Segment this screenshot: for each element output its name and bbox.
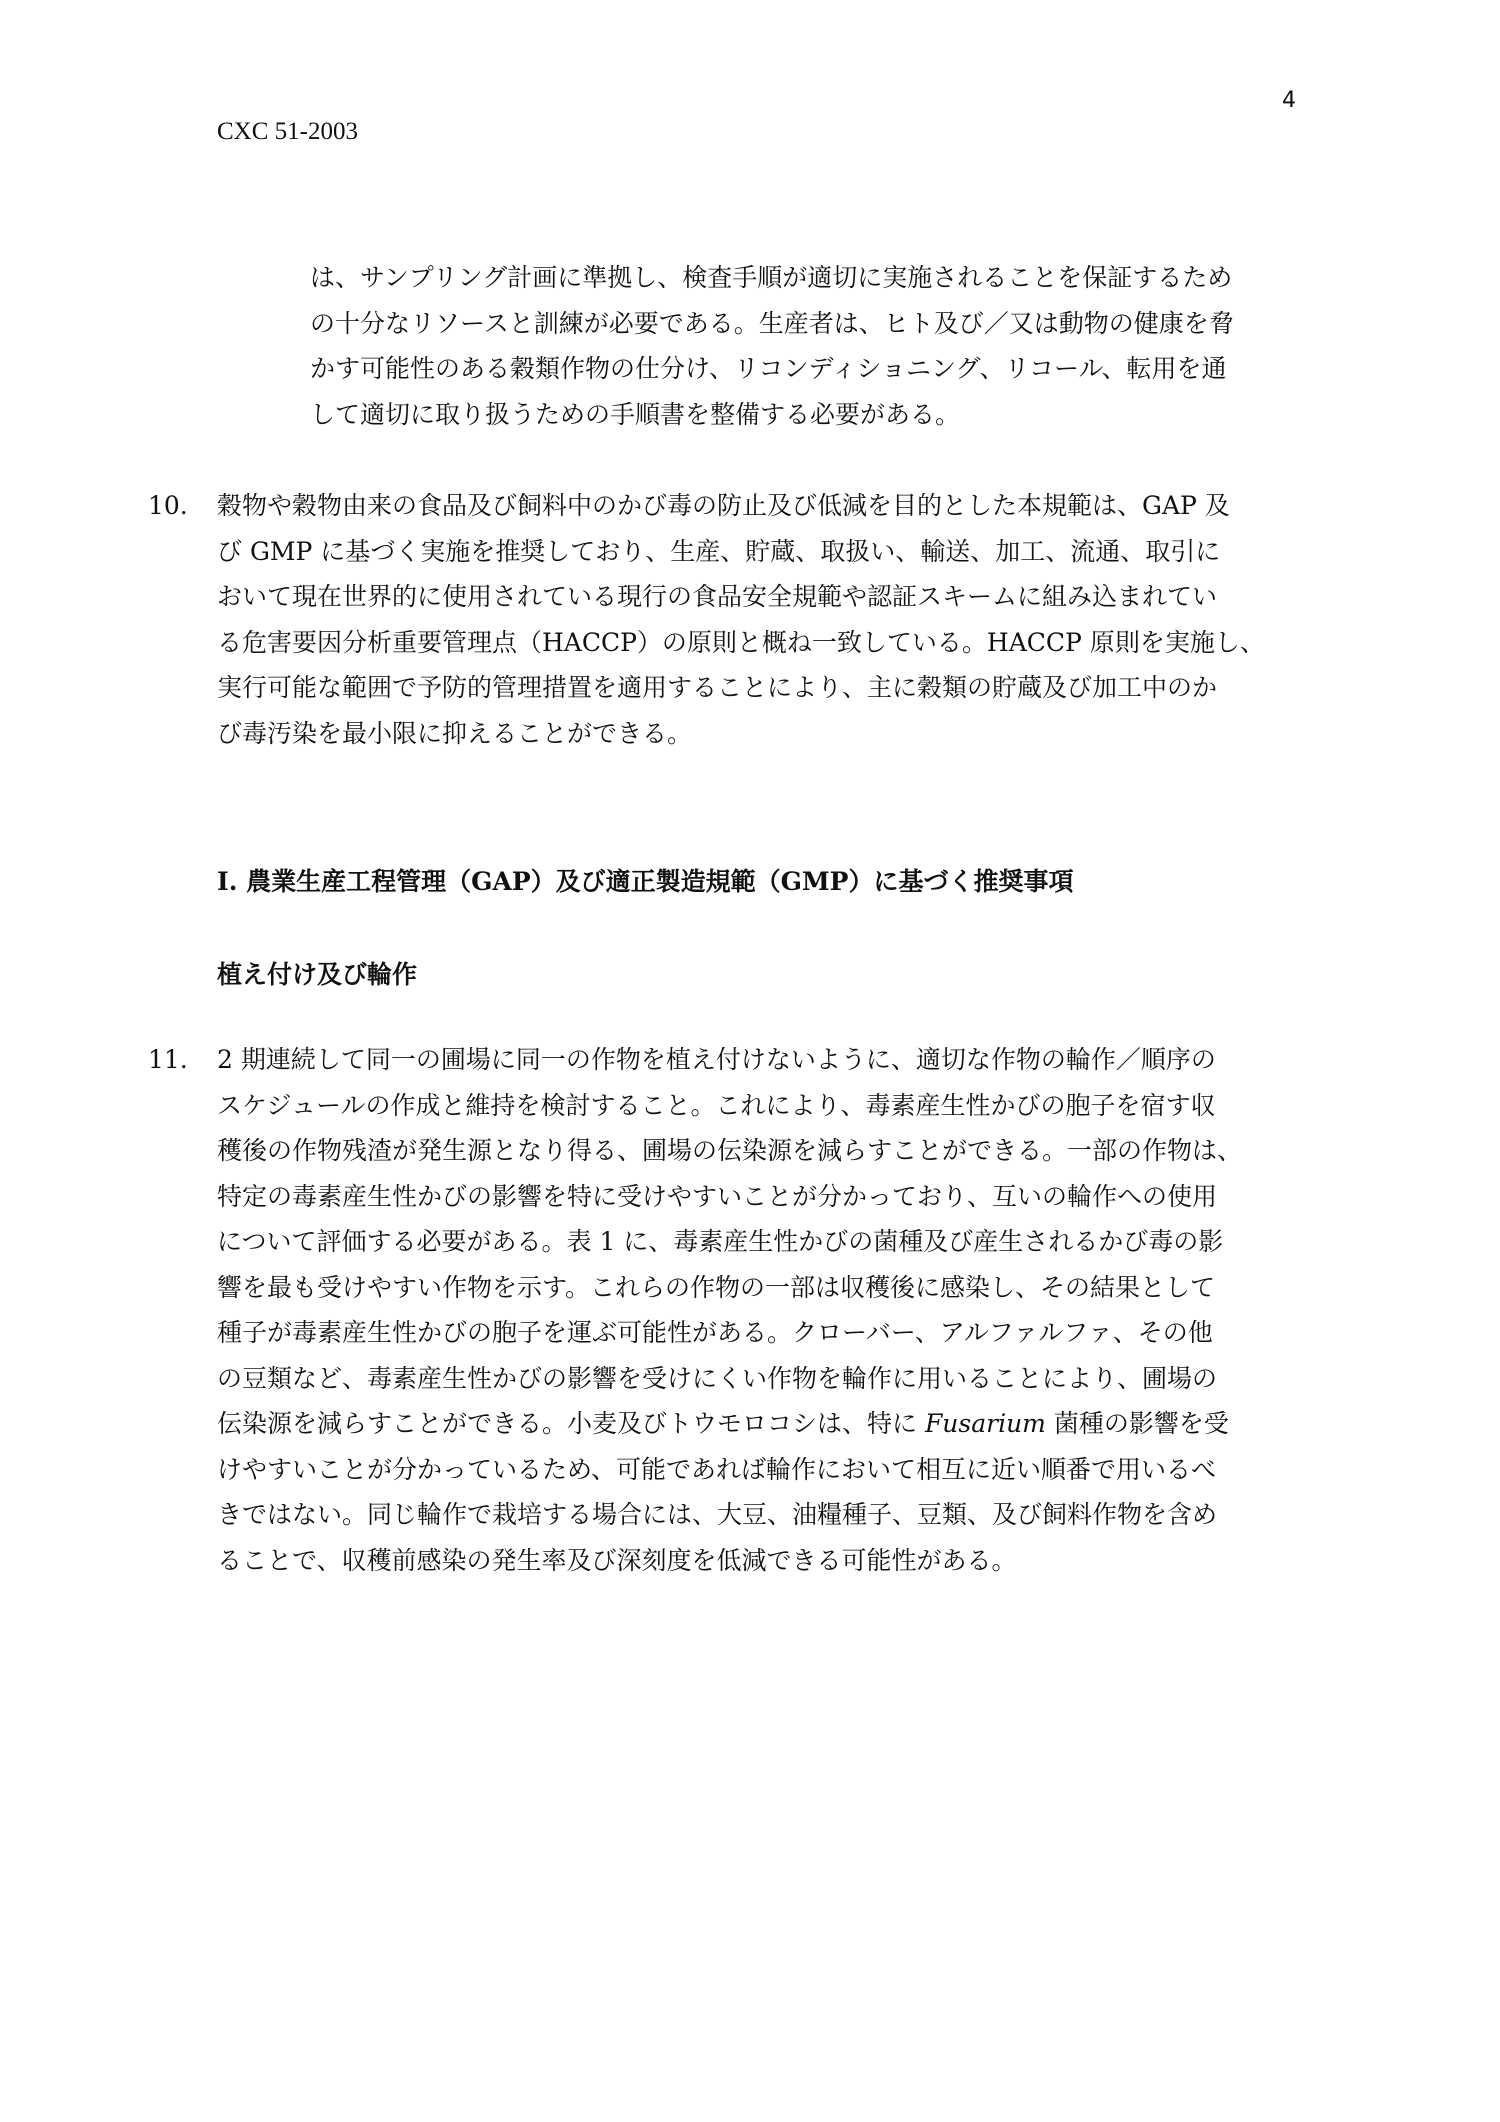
species-name: Fusarium (924, 1409, 1046, 1438)
document-reference: CXC 51-2003 (217, 118, 358, 145)
paragraph-line: 特定の毒素産生性かびの影響を特に受けやすいことが分かっており、互いの輪作への使用 (217, 1181, 1218, 1211)
paragraph-line: ることで、収穫前感染の発生率及び深刻度を低減できる可能性がある。 (217, 1545, 1017, 1575)
paragraph-line: は、サンプリング計画に準拠し、検査手順が適切に実施されることを保証するため (310, 263, 1233, 292)
paragraph-line: 響を最も受けやすい作物を示す。これらの作物の一部は収穫後に感染し、その結果として (217, 1272, 1216, 1302)
paragraph-line: 穀物や穀物由来の食品及び飼料中のかび毒の防止及び低減を目的とした本規範は、GAP 及 (217, 491, 1230, 520)
paragraph-line: 実行可能な範囲で予防的管理措置を適用することにより、主に穀類の貯蔵及び加工中のか (217, 673, 1218, 702)
paragraph-line: について評価する必要がある。表 1 に、毒素産生性かびの菌種及び産生されるかび毒の影 (217, 1227, 1224, 1256)
paragraph-11 (217, 1037, 1242, 1583)
paragraph-line: 穫後の作物残渣が発生源となり得る、圃場の伝染源を減らすことができる。一部の作物は、 (217, 1136, 1243, 1165)
line-text: 伝染源を減らすことができる。小麦及びトウモロコシは、特に (217, 1409, 925, 1438)
line-text: 菌種の影響を受 (1045, 1409, 1229, 1438)
section-heading: I. 農業生産工程管理（GAP）及び適正製造規範（GMP）に基づく推奨事項 (217, 867, 1074, 896)
paragraph-10 (217, 483, 1265, 756)
paragraph-line: る危害要因分析重要管理点（HACCP）の原則と概ね一致している。HACCP 原則を実施し、 (217, 627, 1265, 657)
paragraph-line: スケジュールの作成と維持を検討すること。これにより、毒素産生性かびの胞子を宿す収 (217, 1090, 1216, 1120)
paragraph-line: けやすいことが分かっているため、可能であれば輪作において相互に近い順番で用いるべ (217, 1454, 1217, 1484)
paragraph-line: 種子が毒素産生性かびの胞子を運ぶ可能性がある。クローバー、アルファルファ、その他 (217, 1318, 1213, 1347)
paragraph-line: 2 期連続して同一の圃場に同一の作物を植え付けないように、適切な作物の輪作／順序の (217, 1045, 1216, 1074)
paragraph-line: かす可能性のある穀類作物の仕分け、リコンディショニング、リコール、転用を通 (310, 354, 1227, 383)
paragraph-line: の豆類など、毒素産生性かびの影響を受けにくい作物を輪作に用いることにより、圃場の (217, 1363, 1218, 1393)
paragraph-line: おいて現在世界的に使用されている現行の食品安全規範や認証スキームに組み込まれてい (217, 582, 1218, 611)
paragraph-line: の十分なリソースと訓練が必要である。生産者は、ヒト及び／又は動物の健康を脅 (310, 308, 1234, 338)
paragraph-number-10: 10. (148, 491, 188, 520)
subsection-heading: 植え付け及び輪作 (217, 960, 418, 989)
continuation-paragraph (310, 255, 1234, 437)
page-number: 4 (1282, 88, 1296, 113)
paragraph-line: び GMP に基づく実施を推奨しており、生産、貯蔵、取扱い、輸送、加工、流通、取引に (217, 536, 1221, 566)
paragraph-number-11: 11. (148, 1045, 188, 1074)
paragraph-line: び毒汚染を最小限に抑えることができる。 (217, 718, 693, 748)
paragraph-line (217, 1401, 1242, 1447)
paragraph-line: きではない。同じ輪作で栽培する場合には、大豆、油糧種子、豆類、及び飼料作物を含め (217, 1500, 1218, 1529)
paragraph-line: して適切に取り扱うための手順書を整備する必要がある。 (310, 399, 961, 429)
